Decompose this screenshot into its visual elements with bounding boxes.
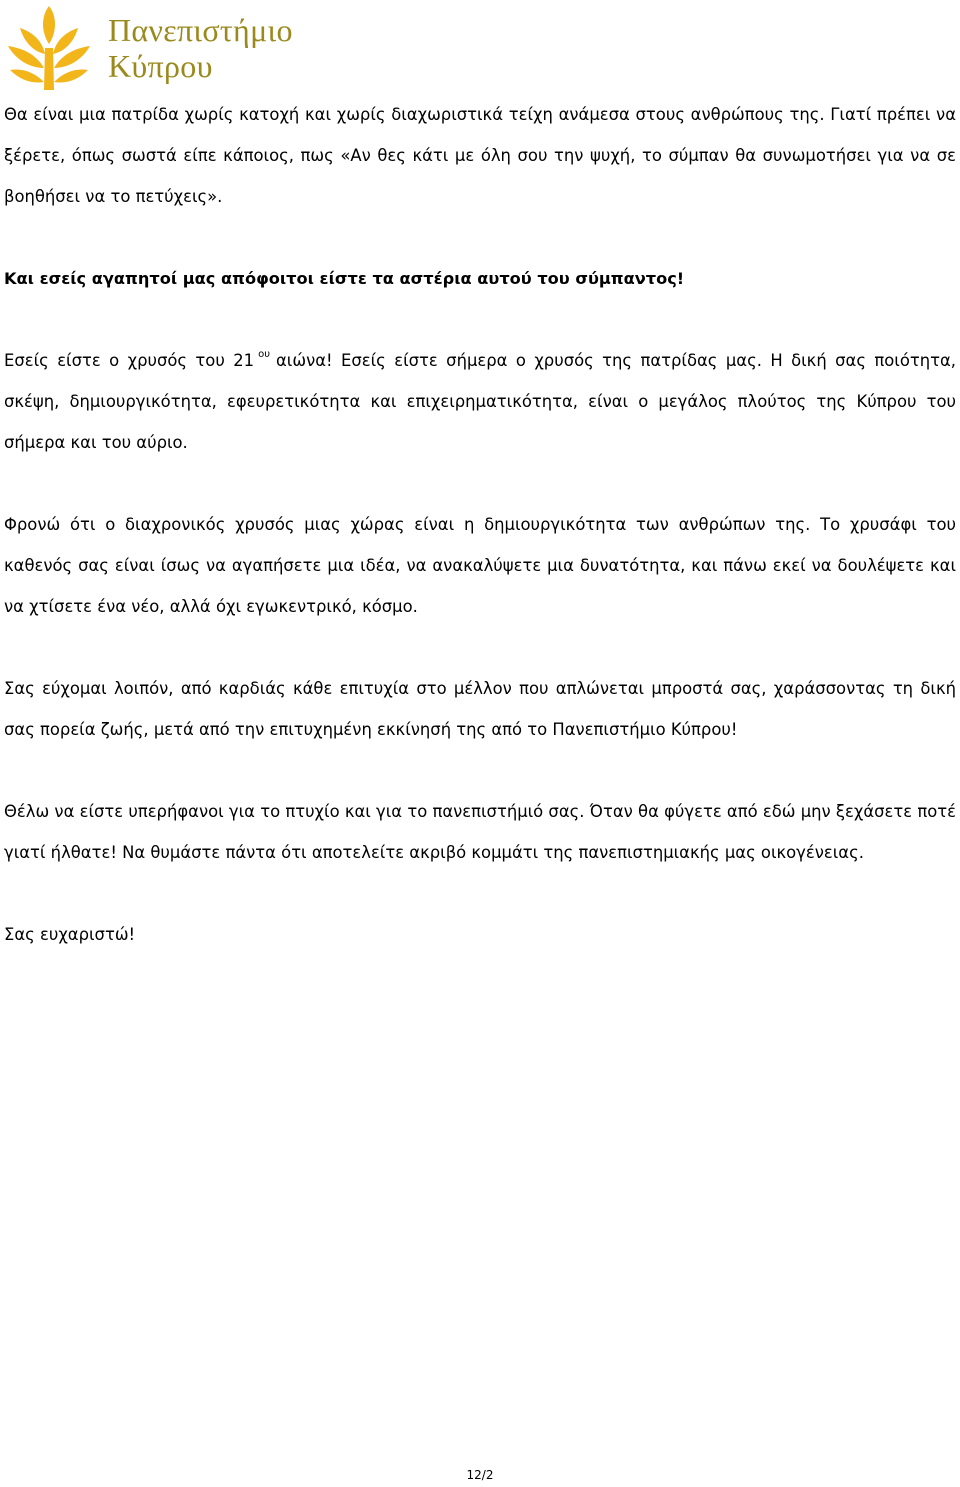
university-logo (4, 2, 334, 94)
paragraph-7-closing: Σας ευχαριστώ! (4, 925, 136, 944)
logo-wordmark (108, 12, 293, 84)
page-number: 12/2 (466, 1468, 494, 1482)
ordinal-superscript: ου (258, 349, 270, 360)
paragraph-4: Φρονώ ότι ο διαχρονικός χρυσός μιας χώρας είναι η δημιουργικότητα των ανθρώπων της. Το χρυσάφι του καθενός σας είναι ίσως να αγαπήσετε μια ιδέα, να ανακαλύψετε μια δυνατότητα, και πάνω εκεί να δουλέψετε και να χτίσετε ένα νέο, αλλά όχι εγωκεντρικό, κόσμο. (4, 515, 956, 616)
paragraph-5: Σας εύχομαι λοιπόν, από καρδιάς κάθε επιτυχία στο μέλλον που απλώνεται μπροστά σας, χαράσσοντας τη δική σας πορεία ζωής, μετά από την επιτυχημένη εκκίνησή της από το Πανεπιστήμιο Κύπρου! (4, 679, 956, 739)
logo-line-2: Κύπρου (108, 48, 213, 84)
paragraph-2-bold: Και εσείς αγαπητοί μας απόφοιτοι είστε τα αστέρια αυτού του σύμπαντος! (4, 269, 685, 288)
logo-line-1: Πανεπιστήμιο (108, 12, 293, 48)
paragraph-1: Θα είναι μια πατρίδα χωρίς κατοχή και χωρίς διαχωριστικά τείχη ανάμεσα στους ανθρώπους της. Γιατί πρέπει να ξέρετε, όπως σωστά είπε κάποιος, πως «Αν θες κάτι με όλη σου την ψυχή, το σύμπαν θα συνωμοτήσει για να σε βοηθήσει να το πετύχεις». (4, 105, 956, 206)
document-body (4, 94, 956, 955)
paragraph-3-start: Εσείς είστε ο χρυσός του 21 (4, 351, 255, 370)
tree-emblem-icon (4, 2, 94, 92)
paragraph-3-rest: αιώνα! Εσείς είστε σήμερα ο χρυσός της πατρίδας μας. Η δική σας ποιότητα, σκέψη, δημιουργικότητα, εφευρετικότητα και επιχειρηματικότητα, είναι ο μεγάλος πλούτος της Κύπρου του σήμερα και του αύριο. (4, 351, 956, 452)
paragraph-3 (4, 340, 956, 463)
paragraph-6: Θέλω να είστε υπερήφανοι για το πτυχίο και για το πανεπιστήμιό σας. Όταν θα φύγετε από εδώ μην ξεχάσετε ποτέ γιατί ήλθατε! Να θυμάστε πάντα ότι αποτελείτε ακριβό κομμάτι της πανεπιστημιακής μας οικογένειας. (4, 802, 956, 862)
